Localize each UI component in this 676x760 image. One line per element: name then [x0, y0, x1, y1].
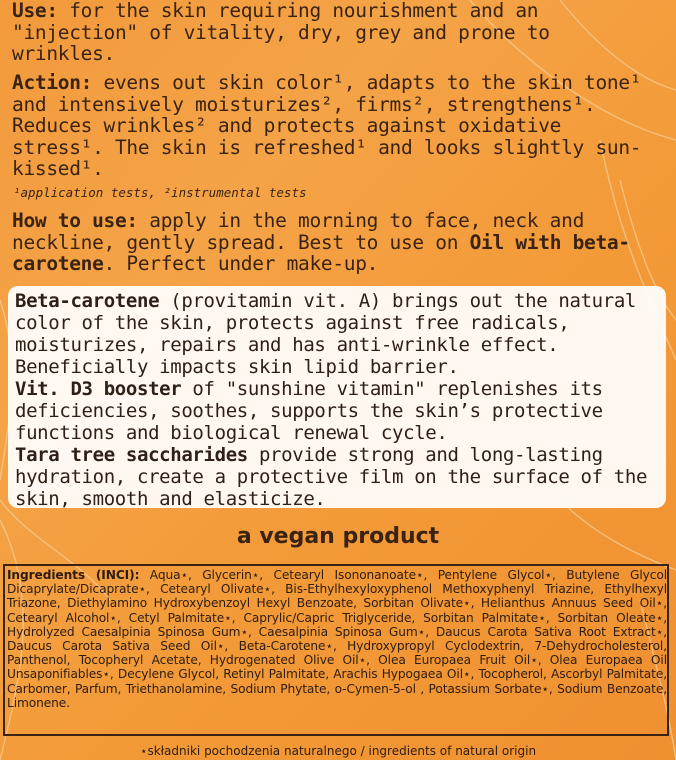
natural-origin-note: ⋆składniki pochodzenia naturalnego / ingredients of natural origin	[139, 744, 537, 758]
inci-list	[7, 568, 667, 710]
product-name: Oil with beta-carotene	[12, 230, 630, 275]
ingredient-tara	[15, 444, 665, 510]
ingredient-name: Tara tree saccharides	[15, 444, 248, 466]
ingredient-description: of "sunshine vitamin" replenishes its deficiencies, soothes, supports the skin’s protective functions and biological renewal cycle.	[15, 378, 603, 444]
use-label: Use:	[12, 0, 58, 22]
use-text: for the skin requiring nourishment and an "injection" of vitality, dry, grey and prone to wrinkles.	[12, 0, 550, 65]
ingredient-description: provide strong and long-lasting hydration, create a protective film on the surface of the skin, smooth and elasticize.	[15, 444, 648, 510]
action-text: evens out skin color¹, adapts to the skin tone¹ and intensively moisturizes², firms², strengthens¹. Reduces wrinkles² and protects against oxidative stress¹. The skin is refreshed¹ and looks slightly sun-kissed¹.	[12, 71, 642, 180]
ingredient-name: Vit. D3 booster	[15, 378, 182, 400]
action-footnote: ¹application tests, ²instrumental tests	[13, 185, 307, 200]
how-to-use-section	[12, 210, 662, 275]
ingredient-beta-carotene	[15, 290, 665, 378]
ingredient-name: Beta-carotene	[15, 290, 160, 312]
inci-text: Aqua⋆, Glycerin⋆, Cetearyl Isononanoate⋆, Pentylene Glycol⋆, Butylene Glycol Dicaprylate/Dicaprate⋆, Cetearyl Olivate⋆, Bis-Ethylhexyloxyphenol Methoxyphenyl Triazine, Ethylhexyl Triazone, Diethylamino Hydroxybenzoyl Hexyl Benzoate, Sorbitan Olivate⋆, Helianthus Annuus Seed Oil⋆, Cetearyl Alcohol⋆, Cetyl Palmitate⋆, Caprylic/Capric Triglyceride, Sorbitan Palmitate⋆, Sorbitan Oleate⋆, Hydrolyzed Caesalpinia Spinosa Gum⋆, Caesalpinia Spinosa Gum⋆, Daucus Carota Sativa Root Extract⋆, Daucus Carota Sativa Seed Oil⋆, Beta-Carotene⋆, Hydroxypropyl Cyclodextrin, 7-Dehydrocholesterol, Panthenol, Tocopheryl Acetate, Hydrogenated Olive Oil⋆, Olea Europaea Fruit Oil⋆, Olea Europaea Oil Unsaponifiables⋆, Decylene Glycol, Retinyl Palmitate, Arachis Hypogaea Oil⋆, Tocopherol, Ascorbyl Palmitate, Carbomer, Parfum, Triethanolamine, Sodium Phytate, o-Cymen-5-ol , Potassium Sorbate⋆, Sodium Benzoate, Limonene.	[7, 568, 667, 710]
action-label: Action:	[12, 71, 93, 94]
how-to-use-label: How to use:	[12, 209, 138, 232]
active-ingredients-list	[15, 290, 665, 510]
vegan-label: a vegan product	[236, 524, 440, 549]
action-section	[12, 72, 662, 180]
how-to-use-tail: . Perfect under make-up.	[103, 252, 379, 275]
ingredient-vit-d3	[15, 378, 665, 444]
how-to-use-text: apply in the morning to face, neck and neckline, gently spread. Best to use on	[12, 209, 585, 254]
use-section	[12, 0, 662, 65]
inci-label: Ingredients (INCI):	[7, 568, 140, 582]
ingredient-description: (provitamin vit. A) brings out the natural color of the skin, protects against free radicals, moisturizes, repairs and has anti-wrinkle effect. Beneficially impacts skin lipid barrier.	[15, 290, 636, 378]
